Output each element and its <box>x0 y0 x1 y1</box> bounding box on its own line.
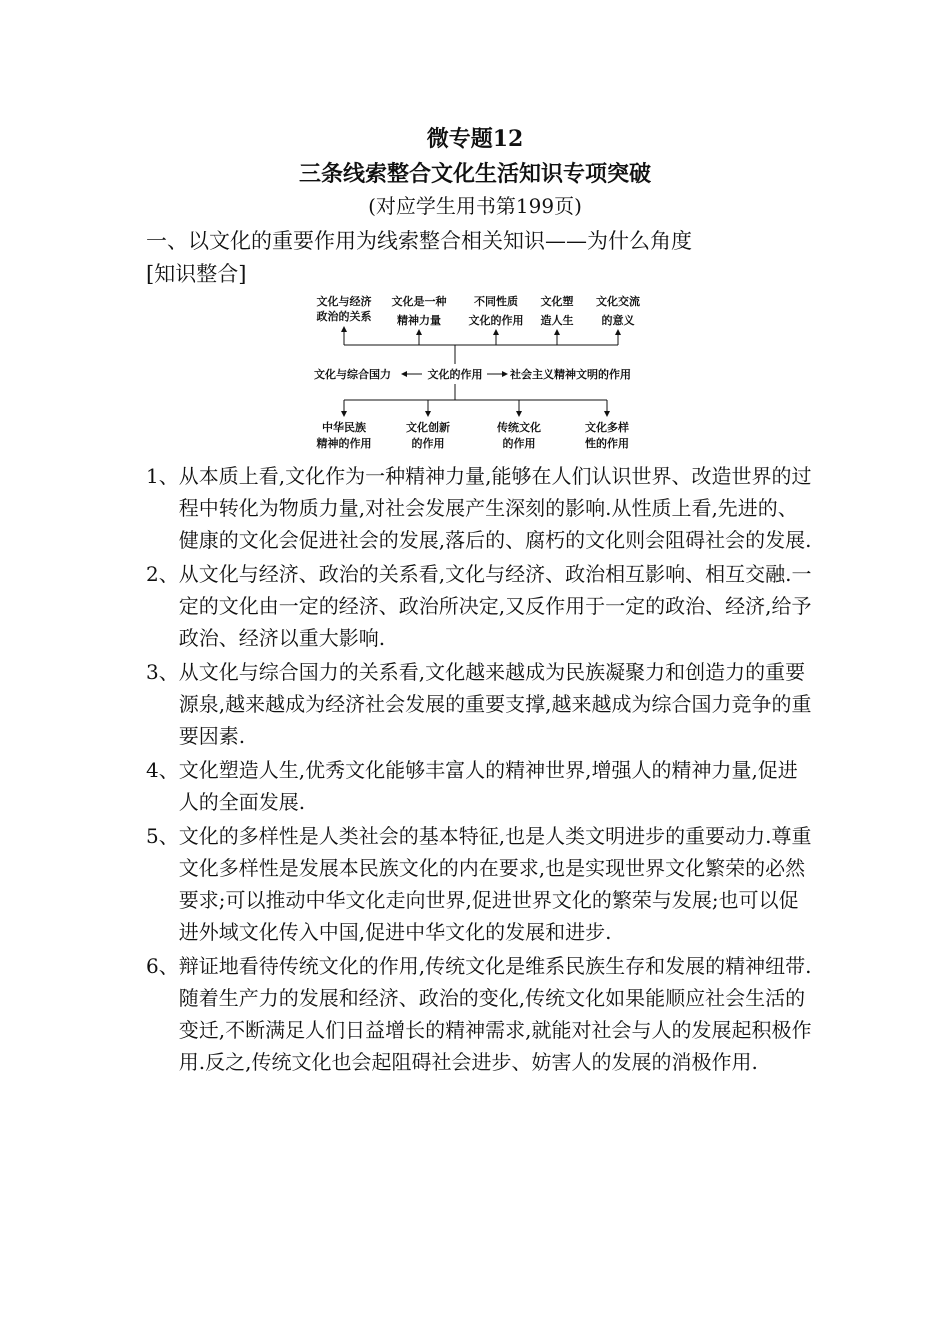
top-label-5-line2: 的意义 <box>601 314 635 327</box>
knowledge-diagram <box>300 290 660 460</box>
section-heading: 一、以文化的重要作用为线索整合相关知识——为什么角度 <box>146 229 692 253</box>
right-label: 社会主义精神文明的作用 <box>510 368 631 381</box>
topic-main-title: 三条线索整合文化生活知识专项突破 <box>298 161 651 187</box>
point-text: 从文化与经济、政治的关系看,文化与经济、政治相互影响、相互交融.一定的文化由一定的经济、政治所决定,又反作用于一定的政治、经济,给予政治、经济以重大影响. <box>178 562 812 650</box>
top-label-4-line2: 造人生 <box>540 314 574 327</box>
point-text: 文化塑造人生,优秀文化能够丰富人的精神世界,增强人的精神力量,促进人的全面发展. <box>178 758 798 814</box>
knowledge-integration-label: [知识整合] <box>146 262 247 286</box>
point-number: 4、 <box>146 758 179 782</box>
list-item <box>146 460 812 556</box>
top-label-4-line1: 文化塑 <box>540 295 574 308</box>
page-reference: (对应学生用书第199页) <box>368 194 582 218</box>
center-label: 文化的作用 <box>427 368 483 381</box>
bottom-label-3-line1: 传统文化 <box>497 421 541 434</box>
top-label-2-line2: 精神力量 <box>397 314 441 327</box>
list-item <box>146 754 812 818</box>
point-number: 3、 <box>146 660 179 684</box>
bottom-label-2-line1: 文化创新 <box>406 421 450 434</box>
top-label-1-line2: 政治的关系 <box>316 310 372 323</box>
bottom-label-1-line1: 中华民族 <box>322 421 366 434</box>
top-label-2-line1: 文化是一种 <box>391 295 447 308</box>
point-text: 辩证地看待传统文化的作用,传统文化是维系民族生存和发展的精神纽带.随着生产力的发展和经济、政治的变化,传统文化如果能顺应社会生活的变迁,不断满足人们日益增长的精神需求,就能对社会与人的发展起积极作用.反之,传统文化也会起阻碍社会进步、妨害人的发展的消极作用. <box>178 954 812 1074</box>
list-item <box>146 950 812 1078</box>
left-label: 文化与综合国力 <box>314 368 391 381</box>
bottom-label-4-line2: 性的作用 <box>585 437 629 450</box>
point-number: 6、 <box>146 954 179 978</box>
point-text: 从文化与综合国力的关系看,文化越来越成为民族凝聚力和创造力的重要源泉,越来越成为经济社会发展的重要支撑,越来越成为综合国力竞争的重要因素. <box>178 660 812 748</box>
point-number: 5、 <box>146 824 179 848</box>
point-text: 文化的多样性是人类社会的基本特征,也是人类文明进步的重要动力.尊重文化多样性是发展本民族文化的内在要求,也是实现世界文化繁荣的必然要求;可以推动中华文化走向世界,促进世界文化的繁荣与发展;也可以促进外域文化传入中国,促进中华文化的发展和进步. <box>178 824 812 944</box>
top-label-3-line1: 不同性质 <box>474 295 518 308</box>
bottom-label-2-line2: 的作用 <box>411 437 445 450</box>
list-item <box>146 656 812 752</box>
top-label-3-line2: 文化的作用 <box>468 314 524 327</box>
points-list <box>146 460 812 1080</box>
bottom-label-1-line2: 精神的作用 <box>316 437 372 450</box>
bottom-label-3-line2: 的作用 <box>502 437 536 450</box>
list-item <box>146 820 812 948</box>
topic-number-title: 微专题12 <box>426 126 524 152</box>
top-label-1-line1: 文化与经济 <box>316 295 372 308</box>
point-number: 2、 <box>146 562 179 586</box>
point-text: 从本质上看,文化作为一种精神力量,能够在人们认识世界、改造世界的过程中转化为物质力量,对社会发展产生深刻的影响.从性质上看,先进的、健康的文化会促进社会的发展,落后的、腐朽的文化则会阻碍社会的发展. <box>178 464 812 552</box>
point-number: 1、 <box>146 464 179 488</box>
list-item <box>146 558 812 654</box>
bottom-label-4-line1: 文化多样 <box>585 421 629 434</box>
top-label-5-line1: 文化交流 <box>596 295 640 308</box>
